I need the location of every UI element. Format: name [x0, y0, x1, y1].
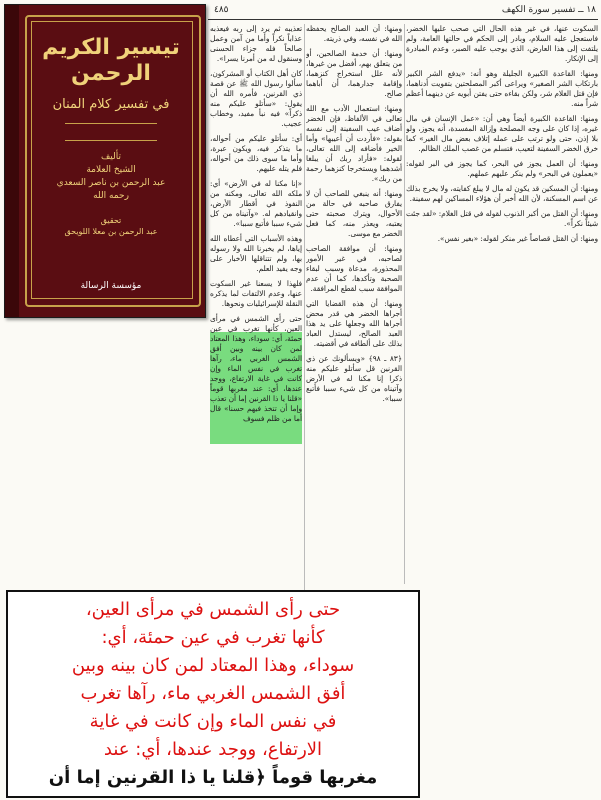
- running-title: ١٨ ــ تفسير سورة الكهف: [501, 5, 596, 15]
- book-subtitle: في تفسير كلام المنان: [52, 97, 170, 112]
- paragraph: تعذيبه ثم يرد إلى ربه فيعذبه عذاباً نكراً وأما من آمن وعمل صالحاً فله جزاء الحسنى وسنقول له من أمرنا يسرا».: [210, 24, 302, 63]
- paragraph: ومنها: أن العبد الصالح يحفظه الله في نفسه، وفي ذريته.: [306, 24, 402, 43]
- column-rule: [304, 24, 305, 604]
- column-rule: [404, 24, 405, 584]
- book-spine: [5, 5, 19, 317]
- paragraph: فلهذا لا يسعنا غير السكوت عنها، وعدم الالتفات لما يذكره النقلة للإسرائيليات ونحوها.: [210, 279, 302, 308]
- editor-line: عبد الرحمن بن معلا اللويحق: [64, 227, 158, 237]
- excerpt-line: حتى رأى الشمس في مرأى العين،: [85, 599, 341, 620]
- excerpt-line: سوداء، وهذا المعتاد لمن كان بينه وبين: [71, 655, 355, 676]
- page-header: [208, 3, 598, 20]
- paragraph: ومنها: أن هذه القضايا التي أجراها الخضر هي قدر محض أجراها الله وجعلها على يد هذا العبد الصالح، ليستدل العباد بذلك على ألطافه في أقضيته.: [306, 299, 402, 348]
- excerpt-line: كأنها تغرب في عين حمئة، أي:: [101, 627, 325, 648]
- paragraph: ومنها: أن القتل من أكبر الذنوب لقوله في قتل الغلام: «لقد جئت شيئاً نكراً».: [406, 209, 598, 228]
- paragraph: «إنا مكنا له في الأرض» أي: ملكه الله تعالى، ومكنه من النفوذ في أقطار الأرض، وانقيادهم له. «وآتيناه من كل شيء سببا فأتبع سببا».: [210, 179, 302, 228]
- book-author: [31, 151, 191, 203]
- book-publisher: مؤسسة الرسالة: [80, 281, 142, 291]
- text-column-right: [406, 24, 598, 588]
- paragraph: ومنها: أن المسكين قد يكون له مال لا يبلغ كفايته، ولا يخرج بذلك عن اسم المسكنة، لأن الله أخبر أن هؤلاء المساكين لهم سفينة.: [406, 184, 598, 203]
- text-column-left: [210, 24, 302, 604]
- text-column-middle: [306, 24, 402, 604]
- excerpt-last-line: مغربها قوماً ﴿قلنا يا ذا القرنين إما أن: [48, 767, 378, 788]
- paragraph: ومنها: استعمال الأدب مع الله تعالى في الألفاظ، فإن الخضر أضاف عيب السفينة إلى نفسه بقوله: «فأردت أن أعيبها» وأما الخير فأضافه إلى الله تعالى، لقوله: «فأراد ربك أن يبلغا أشدهما ويستخرجا كنزهما رحمة من ربك».: [306, 104, 402, 183]
- paragraph: ﴿٨٣ ـ ٩٨﴾ «ويسألونك عن ذي القرنين قل سأتلو عليكم منه ذكرا إنا مكنا له في الأرض وآتيناه من كل شيء سببا فأتبع سببا».: [306, 354, 402, 403]
- zoomed-excerpt-box: [6, 590, 420, 798]
- paragraph: ومنها: القاعدة الكبيرة الجليلة وهو أنه: «يدفع الشر الكبير بارتكاب الشر الصغير» ويراعى أكبر المصلحتين بتفويت أدناهما، فإن قتل الغلام شر، ولكن بقاءه حتى يفتن أبويه عن دينهما أعظم شراً منه.: [406, 69, 598, 108]
- editor-line: تحقيق: [100, 216, 122, 225]
- author-line: الشيخ العلامة: [86, 165, 136, 176]
- paragraph: أي: سأتلو عليكم من أحواله، ما يتذكر فيه، ويكون عبرة، وأما ما سوى ذلك من أحواله، فلم يتله عليهم.: [210, 134, 302, 173]
- paragraph: كان أهل الكتاب أو المشركون، سألوا رسول الله ﷺ عن قصة ذي القرنين، فأمره الله أن يقول: «سأتلو عليكم منه ذكراً» فيه نبأ مفيد، وخطاب عجيب.: [210, 69, 302, 128]
- book-editor: [31, 215, 191, 237]
- excerpt-line: في نفس الماء وإن كانت في غاية: [89, 711, 337, 732]
- page-number: ٤٨٥: [214, 5, 229, 15]
- book-cover-image: [4, 4, 206, 318]
- paragraph: ومنها: أن موافقة الصاحب لصاحبه، في غير الأمور المحذورة، مدعاة وسبب لبقاء الصحبة وتأكدها، كما أن عدم الموافقة سبب لقطع المرافقة.: [306, 244, 402, 293]
- cover-ornament: [65, 123, 157, 141]
- author-line: رحمه الله: [93, 191, 129, 202]
- book-title: تيسير الكريم الرحمن: [42, 35, 180, 87]
- excerpt-line: الارتفاع، ووجد عندها، أي: عند: [103, 739, 323, 760]
- paragraph: ومنها: أنه ينبغي للصاحب أن لا يفارق صاحبه في حالة من الأحوال، ويترك صحبته حتى يعتبه، ويعذر منه، كما فعل الخضر مع موسى.: [306, 189, 402, 238]
- paragraph: السكوت عنها، في غير هذه الحال التي صحب عليها الخضر، فاستعجل عليه السلام، وبادر إلى الحكم في حالتها العامة، ولم يلتفت إلى هذا العارض، الذي يوجب عليه الصبر، وعدم المبادرة إلى الإنكار.: [406, 24, 598, 63]
- paragraph-highlighted: حتى رأى الشمس في مرأى العين، كأنها تغرب في عين حمئة، أي: سوداء، وهذا المعتاد لمن كان بينه وبين أفق الشمس الغربي ماء، رآها تغرب في نفس الماء وإن كانت في غاية الارتفاع، ووجد عندها، أي: عند مغربها قوماً «قلنا يا ذا القرنين إما أن تعذب وإما أن تتخذ فيهم حسنا» قال أما من ظلم فسوف: [210, 314, 302, 423]
- author-line: عبد الرحمن بن ناصر السعدي: [56, 178, 166, 189]
- author-line: تأليف: [100, 152, 122, 162]
- paragraph: ومنها: أن القتل قصاصاً غير منكر لقوله: «بغير نفس».: [437, 234, 598, 243]
- paragraph: ومنها: القاعدة الكبيرة أيضاً وهي أن: «عمل الإنسان في مال غيره، إذا كان على وجه المصلحة وإزالة المفسدة، أنه يجوز، ولو بلا إذن، حتى ولو ترتب على عمله إتلاف بعض مال الغير» كما خرق الخضر السفينة لتعيب، فتسلم من غصب الملك الظالم.: [406, 114, 598, 153]
- paragraph: وهذه الأسباب التي أعطاه الله إياها، لم يخبرنا الله ولا رسوله بها، ولم تتناقلها الأخبار على وجه يفيد العلم.: [210, 234, 302, 273]
- paragraph: ومنها: أن خدمة الصالحين، أو من يتعلق بهم، أفضل من غيرها، لأنه علل استخراج كنزهما، وإقامة جدارهما، أن أباهما صالح.: [306, 49, 402, 98]
- excerpt-line: أفق الشمس الغربي ماء، رآها تغرب: [80, 683, 346, 704]
- paragraph: ومنها: أن العمل يجوز في البحر، كما يجوز في البر لقوله: «يعملون في البحر» ولم ينكر عليهم عملهم.: [406, 159, 598, 178]
